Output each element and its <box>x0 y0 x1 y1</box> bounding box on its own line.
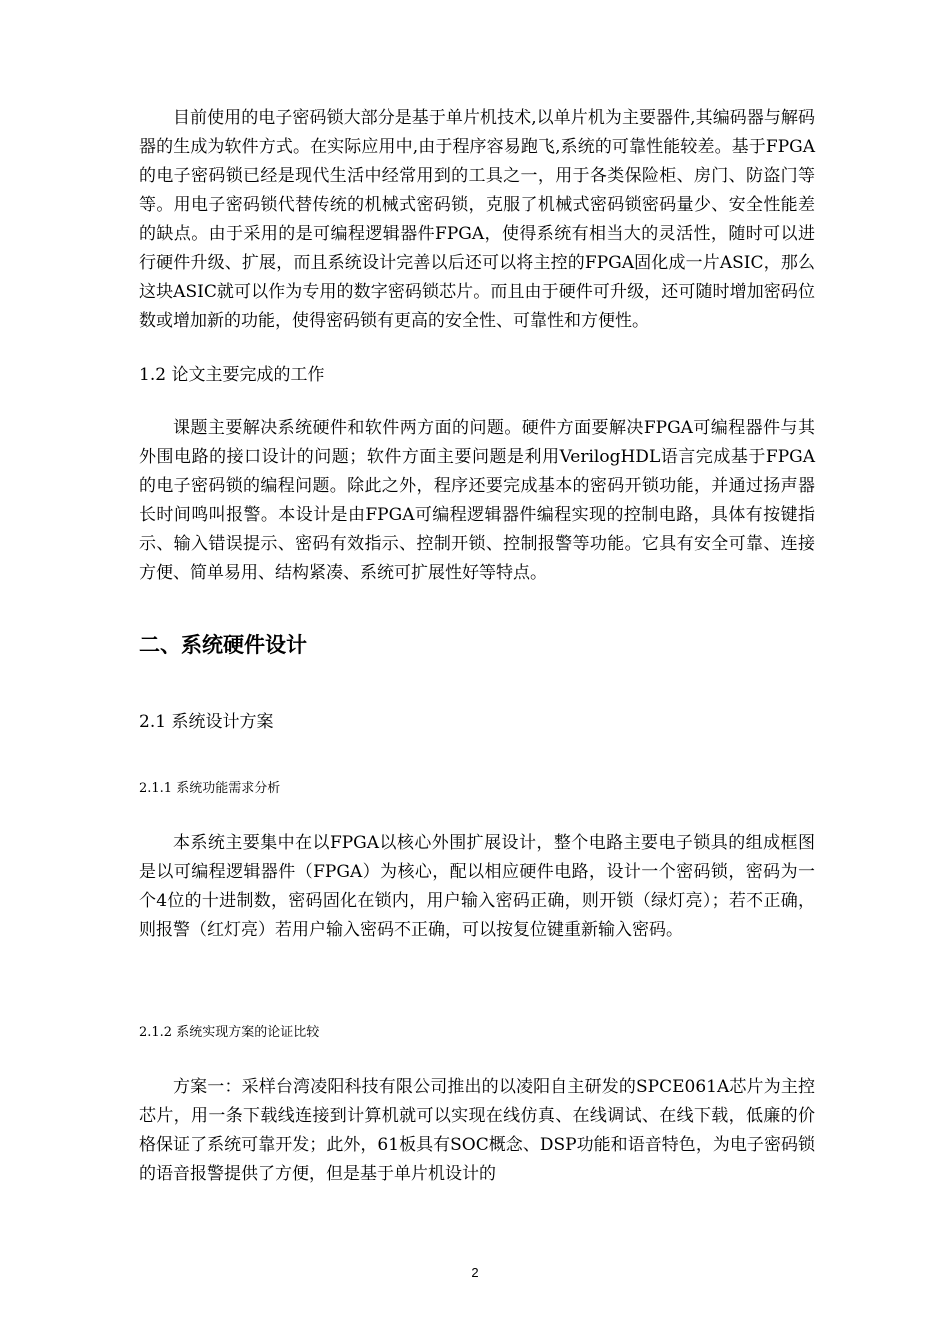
requirements-paragraph: 本系统主要集中在以FPGA以核心外围扩展设计，整个电路主要电子锁具的组成框图是以可编程逻辑器件（FPGA）为核心，配以相应硬件电路，设计一个密码锁，密码为一个4位的十进制数，密码固化在锁内，用户输入密码正确，则开锁（绿灯亮）；若不正确，则报警（红灯亮）若用户输入密码不正确，可以按复位键重新输入密码。 <box>139 833 815 940</box>
intro-paragraph: 目前使用的电子密码锁大部分是基于单片机技术,以单片机为主要器件,其编码器与解码器的生成为软件方式。在实际应用中,由于程序容易跑飞,系统的可靠性能较差。基于FPGA的电子密码锁已经是现代生活中经常用到的工具之一，用于各类保险柜、房门、防盗门等等。用电子密码锁代替传统的机械式密码锁，克服了机械式密码锁密码量少、安全性能差的缺点。由于采用的是可编程逻辑器件FPGA，使得系统有相当大的灵活性，随时可以进行硬件升级、扩展，而且系统设计完善以后还可以将主控的FPGA固化成一片ASIC，那么这块ASIC就可以作为专用的数字密码锁芯片。而且由于硬件可升级，还可随时增加密码位数或增加新的功能，使得密码锁有更高的安全性、可靠性和方便性。 <box>139 108 815 331</box>
work-paragraph: 课题主要解决系统硬件和软件两方面的问题。硬件方面要解决FPGA可编程器件与其外围电路的接口设计的问题；软件方面主要问题是利用VerilogHDL语言完成基于FPGA的电子密码锁的编程问题。除此之外，程序还要完成基本的密码开锁功能，并通过扬声器长时间鸣叫报警。本设计是由FPGA可编程逻辑器件编程实现的控制电路，具体有按键指示、输入错误提示、密码有效指示、控制开锁、控制报警等功能。它具有安全可靠、连接方便、简单易用、结构紧凑、系统可扩展性好等特点。 <box>139 418 815 583</box>
section-2-1-2-heading: 2.1.2 系统实现方案的论证比较 <box>139 1025 320 1040</box>
section-2-1-heading: 2.1 系统设计方案 <box>139 712 274 732</box>
section-1-2-heading: 1.2 论文主要完成的工作 <box>139 365 325 385</box>
page-number: 2 <box>471 1265 479 1280</box>
section-2-1-1-heading: 2.1.1 系统功能需求分析 <box>139 781 281 796</box>
scheme-one-paragraph: 方案一：采样台湾凌阳科技有限公司推出的以凌阳自主研发的SPCE061A芯片为主控芯片，用一条下载线连接到计算机就可以实现在线仿真、在线调试、在线下载，低廉的价格保证了系统可靠开发；此外，61板具有SOC概念、DSP功能和语音特色，为电子密码锁的语音报警提供了方便，但是基于单片机设计的 <box>139 1077 815 1184</box>
chapter-2-heading: 二、系统硬件设计 <box>139 633 307 657</box>
